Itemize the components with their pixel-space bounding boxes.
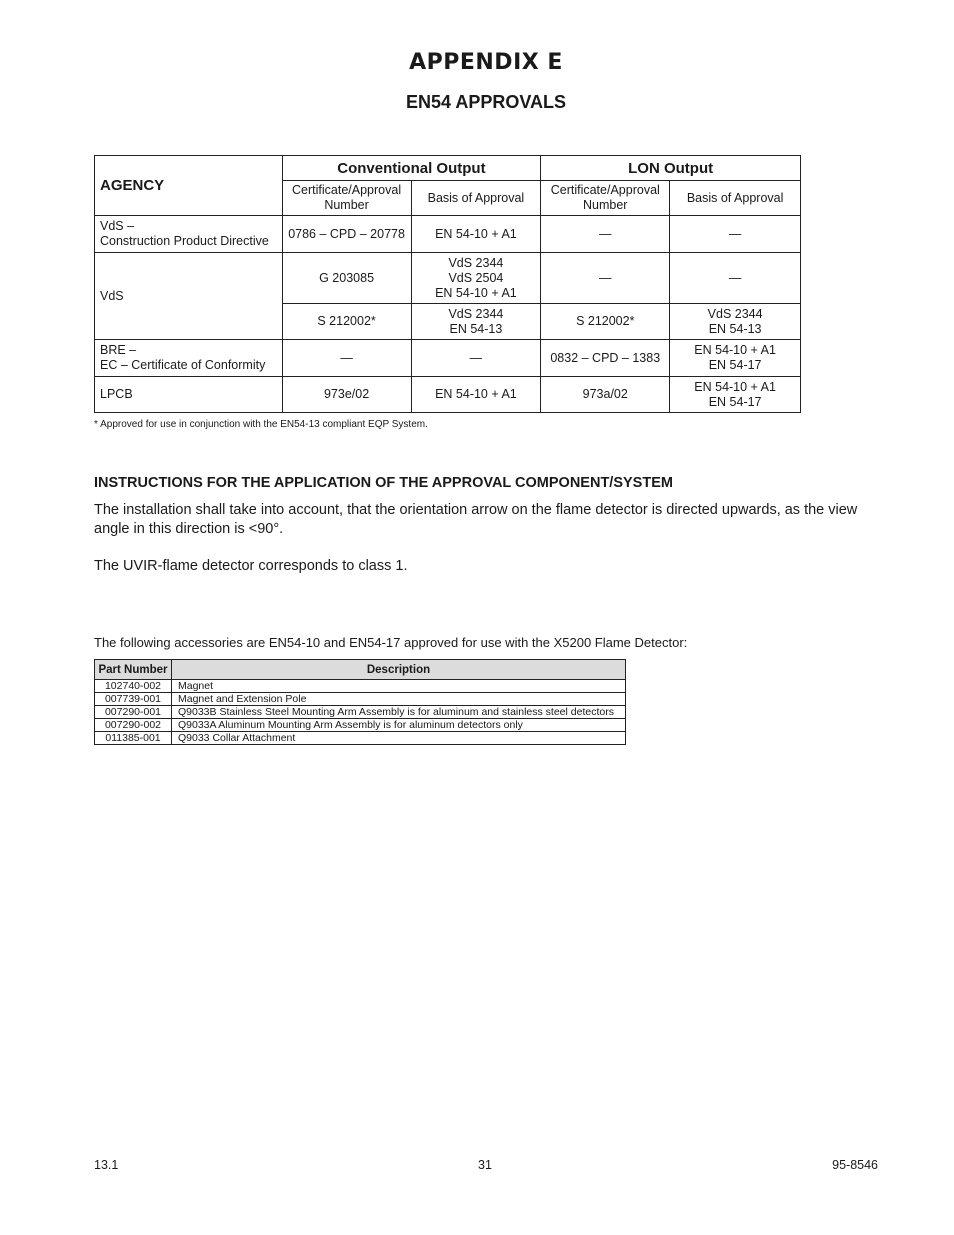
table-cell: —: [282, 340, 411, 377]
approvals-group-header-row: [95, 156, 801, 181]
table-row: [95, 377, 801, 413]
table-cell: 0786 – CPD – 20778: [282, 216, 411, 253]
table-row: [95, 732, 626, 745]
table-row: [95, 680, 626, 693]
table-cell: 973a/02: [541, 377, 670, 413]
table-cell: —: [541, 216, 670, 253]
accessories-header-row: [95, 660, 626, 680]
table-row: [95, 253, 801, 304]
agency-cell: VdS: [95, 253, 283, 340]
table-cell: EN 54-10 + A1: [411, 216, 541, 253]
part-number-cell: 102740-002: [95, 680, 172, 693]
table-cell: 973e/02: [282, 377, 411, 413]
description-cell: Magnet: [172, 680, 626, 693]
description-cell: Q9033A Aluminum Mounting Arm Assembly is for aluminum detectors only: [172, 719, 626, 732]
table-cell: S 212002*: [541, 304, 670, 340]
instructions-heading: INSTRUCTIONS FOR THE APPLICATION OF THE APPROVAL COMPONENT/SYSTEM: [94, 475, 673, 491]
agency-cell: BRE – EC – Certificate of Conformity: [95, 340, 283, 377]
table-row: [95, 706, 626, 719]
appendix-title: APPENDIX E: [409, 50, 563, 75]
part-number-cell: 011385-001: [95, 732, 172, 745]
table-row: [95, 340, 801, 377]
table-cell: S 212002*: [282, 304, 411, 340]
conventional-output-header: Conventional Output: [282, 156, 541, 181]
agency-cell: LPCB: [95, 377, 283, 413]
table-row: [95, 719, 626, 732]
description-cell: Q9033 Collar Attachment: [172, 732, 626, 745]
table-row: [95, 216, 801, 253]
sub-header-basis: Basis of Approval: [670, 181, 801, 216]
table-row: [95, 693, 626, 706]
table-cell: G 203085: [282, 253, 411, 304]
part-number-header: Part Number: [95, 660, 172, 680]
table-cell: —: [670, 216, 801, 253]
accessories-table: [94, 659, 626, 745]
table-footnote: * Approved for use in conjunction with the EN54-13 compliant EQP System.: [94, 419, 428, 430]
agency-header: AGENCY: [95, 156, 283, 216]
sub-header-certificate: Certificate/Approval Number: [282, 181, 411, 216]
footer-page-number: 31: [478, 1158, 492, 1172]
agency-cell: VdS – Construction Product Directive: [95, 216, 283, 253]
sub-header-basis: Basis of Approval: [411, 181, 541, 216]
description-cell: Magnet and Extension Pole: [172, 693, 626, 706]
table-cell: VdS 2344 VdS 2504 EN 54-10 + A1: [411, 253, 541, 304]
part-number-cell: 007290-002: [95, 719, 172, 732]
table-cell: —: [411, 340, 541, 377]
approvals-table: [94, 155, 801, 413]
description-cell: Q9033B Stainless Steel Mounting Arm Assembly is for aluminum and stainless steel detectors: [172, 706, 626, 719]
description-header: Description: [172, 660, 626, 680]
table-cell: EN 54-10 + A1 EN 54-17: [670, 340, 801, 377]
lon-output-header: LON Output: [541, 156, 801, 181]
table-cell: —: [541, 253, 670, 304]
class-paragraph: The UVIR-flame detector corresponds to class 1.: [94, 558, 408, 574]
table-cell: VdS 2344 EN 54-13: [411, 304, 541, 340]
part-number-cell: 007739-001: [95, 693, 172, 706]
instructions-paragraph: The installation shall take into account, that the orientation arrow on the flame detector is directed upwards, as the view angle in this direction is <90°.: [94, 502, 858, 537]
part-number-cell: 007290-001: [95, 706, 172, 719]
footer-revision: 13.1: [94, 1158, 119, 1172]
accessories-intro: The following accessories are EN54-10 and EN54-17 approved for use with the X5200 Flame Detector:: [94, 635, 688, 650]
footer-doc-number: 95-8546: [832, 1158, 878, 1172]
table-cell: EN 54-10 + A1: [411, 377, 541, 413]
table-cell: VdS 2344 EN 54-13: [670, 304, 801, 340]
section-subtitle: EN54 APPROVALS: [405, 92, 567, 112]
table-cell: EN 54-10 + A1 EN 54-17: [670, 377, 801, 413]
table-cell: 0832 – CPD – 1383: [541, 340, 670, 377]
sub-header-certificate: Certificate/Approval Number: [541, 181, 670, 216]
table-cell: —: [670, 253, 801, 304]
